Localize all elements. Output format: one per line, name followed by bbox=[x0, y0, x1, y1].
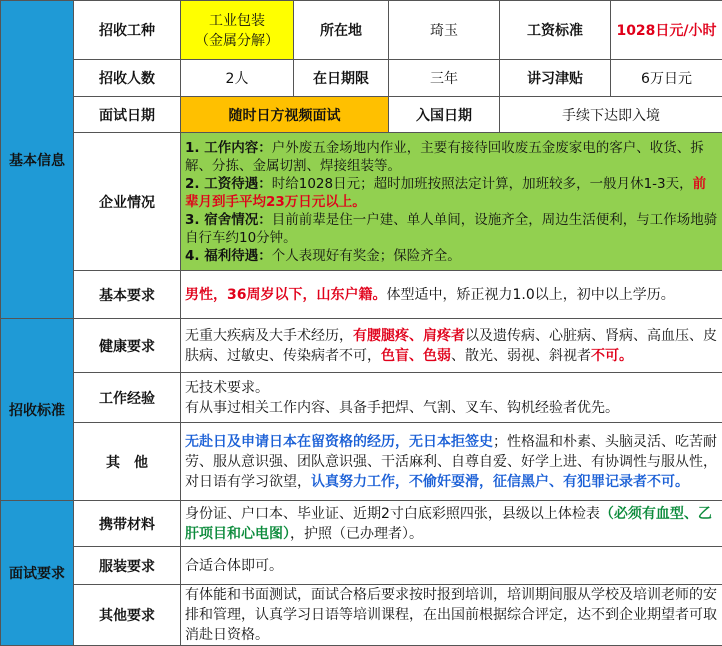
company-info bbox=[181, 133, 722, 271]
experience-line-2: 有从事过相关工作内容、具备手把焊、气割、叉车、钩机经验者优先。 bbox=[185, 398, 718, 418]
experience-value bbox=[181, 373, 722, 423]
recruitment-table bbox=[0, 0, 722, 319]
basic-req-label: 基本要求 bbox=[74, 271, 181, 319]
section-interview: 面试要求 bbox=[1, 501, 74, 646]
dorm-title: 3. 宿舍情况： bbox=[185, 212, 272, 228]
health-req-value bbox=[181, 319, 722, 373]
entry-date-value: 手续下达即入境 bbox=[500, 97, 722, 133]
interview-date-value: 随时日方视频面试 bbox=[181, 97, 389, 133]
pay-highlight: 前辈月到手平均23万日元以上。 bbox=[185, 176, 706, 210]
work-content-title: 1. 工作内容： bbox=[185, 140, 272, 156]
other-req-value bbox=[181, 423, 722, 501]
health-red-3: 不可。 bbox=[591, 348, 633, 364]
materials-text-1: 身份证、户口本、毕业证、近期2寸白底彩照四张，县级以上体检表 bbox=[185, 506, 600, 522]
pay-text: 时给1028日元；超时加班按照法定计算，加班较多，一般月休1-3天， bbox=[272, 176, 693, 192]
experience-label: 工作经验 bbox=[74, 373, 181, 423]
dress-label: 服装要求 bbox=[74, 547, 181, 585]
entry-date-label: 入国日期 bbox=[389, 97, 500, 133]
location-label: 所在地 bbox=[294, 1, 389, 60]
welfare-text: 个人表现好有奖金；保险齐全。 bbox=[272, 248, 461, 264]
company-label: 企业情况 bbox=[74, 133, 181, 271]
experience-line-1: 无技术要求。 bbox=[185, 378, 718, 398]
materials-label: 携带材料 bbox=[74, 501, 181, 547]
welfare-title: 4. 福利待遇： bbox=[185, 248, 272, 264]
health-red-1: 有腰腿疼、肩疼者 bbox=[353, 328, 465, 344]
work-content-text: 户外废五金场地内作业，主要有接待回收废五金废家电的客户、收货、拆解、分拣、金属切割、焊接组装等。 bbox=[185, 140, 704, 174]
allowance-value: 6万日元 bbox=[611, 60, 722, 97]
pay-title: 2. 工资待遇： bbox=[185, 176, 272, 192]
materials-value bbox=[181, 501, 722, 547]
job-type-label: 招收工种 bbox=[74, 1, 181, 60]
other-interview-value: 有体能和书面测试，面试合格后要求按时报到培训，培训期间服从学校及培训老师的安排和管理，认真学习日语等培训课程，在出国前根据综合评定，达不到企业期望者可取消赴日资格。 bbox=[181, 585, 722, 646]
health-red-2: 色盲、色弱 bbox=[381, 348, 451, 364]
interview-date-label: 面试日期 bbox=[74, 97, 181, 133]
other-blue-2: 认真努力工作，不偷奸耍滑，征信黑户、有犯罪记录者不可。 bbox=[311, 474, 689, 490]
headcount-value: 2人 bbox=[181, 60, 294, 97]
job-type-value bbox=[181, 1, 294, 60]
other-interview-label: 其他要求 bbox=[74, 585, 181, 646]
dorm-text: 目前前辈是住一户建、单人单间，设施齐全，周边生活便利，与工作场地骑自行车约10分钟。 bbox=[185, 212, 717, 246]
basic-req-highlight: 男性，36周岁以下，山东户籍。 bbox=[185, 287, 386, 303]
location-value: 琦玉 bbox=[389, 1, 500, 60]
job-type-line2: （金属分解） bbox=[185, 30, 289, 50]
company-paragraph-1 bbox=[185, 139, 718, 175]
company-paragraph-3 bbox=[185, 211, 718, 247]
term-label: 在日期限 bbox=[294, 60, 389, 97]
company-paragraph-4 bbox=[185, 247, 718, 265]
other-blue-1: 无赴日及申请日本在留资格的经历，无日本拒签史 bbox=[185, 434, 493, 450]
dress-value: 合适合体即可。 bbox=[181, 547, 722, 585]
health-req-label: 健康要求 bbox=[74, 319, 181, 373]
basic-req-text: 体型适中，矫正视力1.0以上，初中以上学历。 bbox=[386, 287, 674, 303]
section-standards: 招收标准 bbox=[1, 319, 74, 501]
other-text-1: ；性格温和朴素、头脑灵活、吃苦耐劳、服从意识强、团队意识强、干活麻利、自尊自爱、好学上进、有协调性与服从性，对日语有学习欲望， bbox=[185, 434, 717, 490]
salary-value: 1028日元/小时 bbox=[611, 1, 722, 60]
term-value: 三年 bbox=[389, 60, 500, 97]
job-type-line1: 工业包装 bbox=[185, 10, 289, 30]
health-text-2: 以及遗传病、心脏病、肾病、高血压、皮肤病、过敏史、传染病者不可， bbox=[185, 328, 717, 364]
section-basic-info: 基本信息 bbox=[1, 1, 74, 319]
health-text-1: 无重大疾病及大手术经历， bbox=[185, 328, 353, 344]
salary-label: 工资标准 bbox=[500, 1, 611, 60]
allowance-label: 讲习津贴 bbox=[500, 60, 611, 97]
headcount-label: 招收人数 bbox=[74, 60, 181, 97]
recruitment-table-lower bbox=[0, 318, 722, 646]
other-req-label: 其 他 bbox=[74, 423, 181, 501]
health-text-3: 、散光、弱视、斜视者 bbox=[451, 348, 591, 364]
materials-green: （必须有血型、乙肝项目和心电图） bbox=[185, 506, 712, 542]
company-paragraph-2 bbox=[185, 175, 718, 211]
materials-text-2: ，护照（已办理者）。 bbox=[290, 526, 423, 542]
basic-req-value bbox=[181, 271, 722, 319]
